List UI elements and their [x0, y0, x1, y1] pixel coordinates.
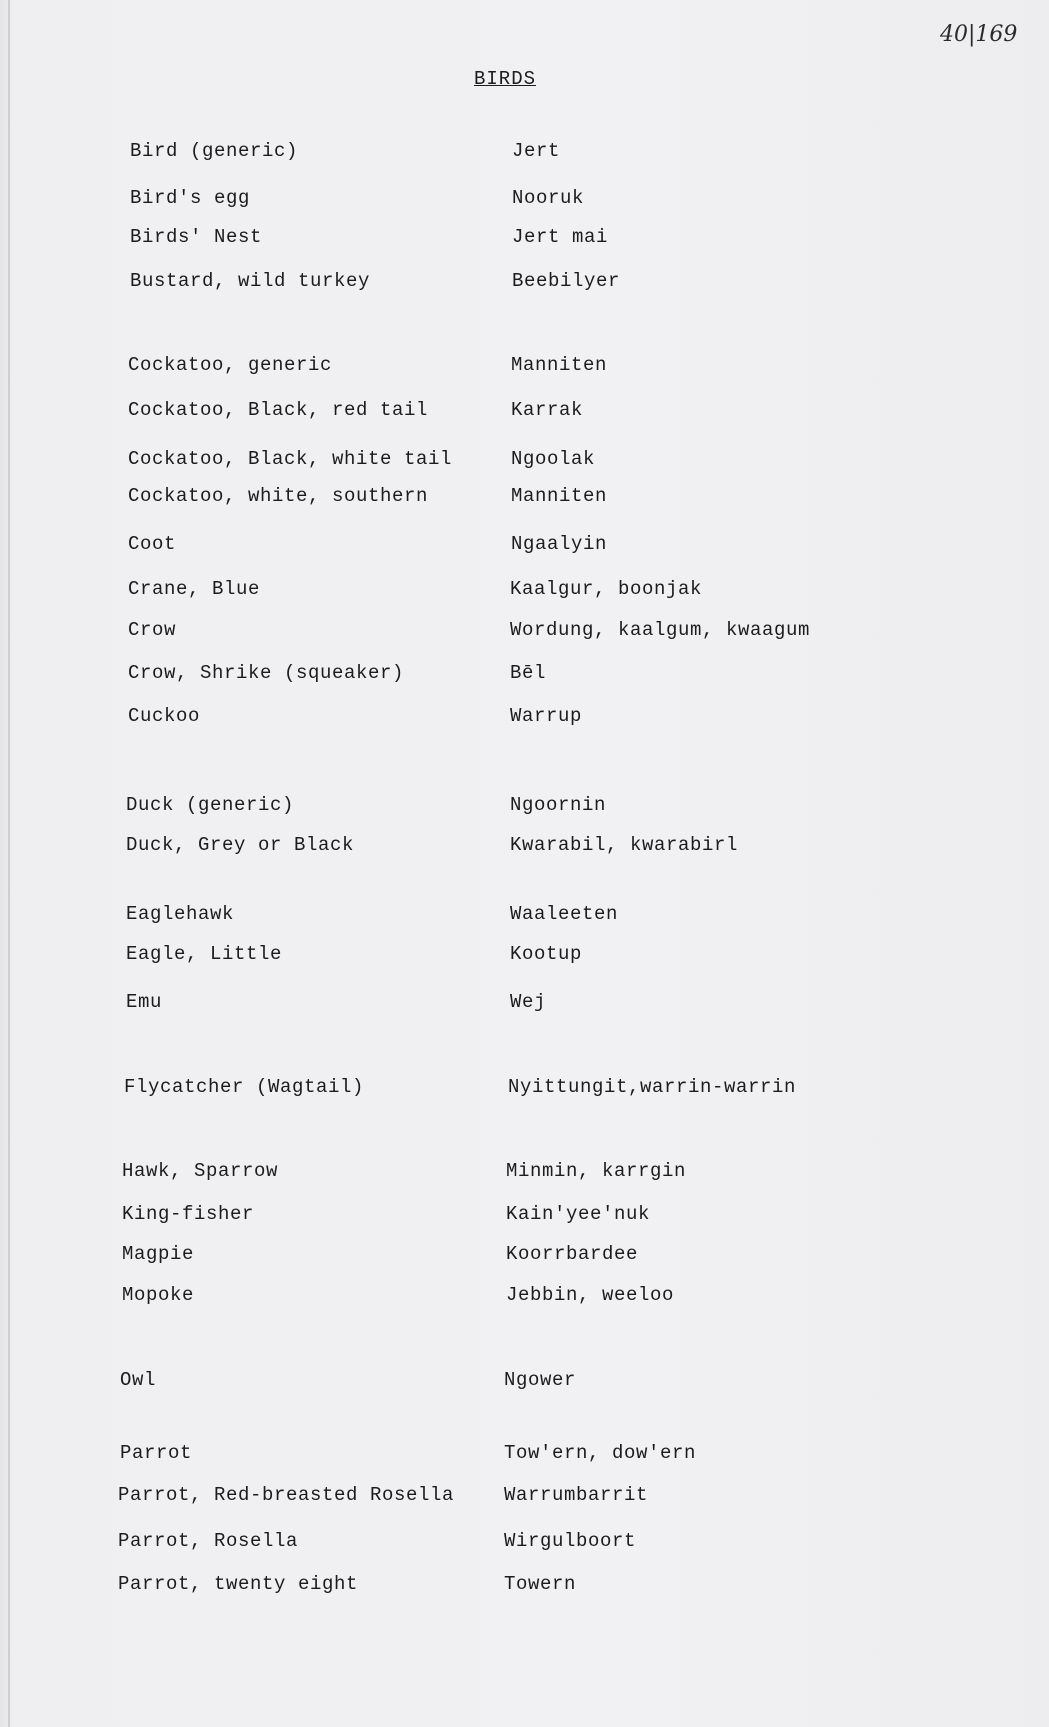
aboriginal-term: Ngoolak [511, 448, 596, 470]
vocabulary-entry [0, 903, 1049, 931]
aboriginal-term: Jebbin, weeloo [506, 1284, 675, 1306]
aboriginal-term: Kaalgur, boonjak [510, 578, 703, 600]
vocabulary-entry [0, 399, 1049, 427]
aboriginal-term: Tow'ern, dow'ern [504, 1442, 697, 1464]
vocabulary-entry [0, 485, 1049, 513]
vocabulary-entry [0, 1573, 1049, 1601]
aboriginal-term: Kwarabil, kwarabirl [510, 834, 739, 856]
english-term: Eaglehawk [126, 903, 235, 925]
vocabulary-entry [0, 1284, 1049, 1312]
aboriginal-term: Ngoornin [510, 794, 607, 816]
vocabulary-entry [0, 943, 1049, 971]
vocabulary-entry [0, 448, 1049, 476]
vocabulary-entry [0, 533, 1049, 561]
english-term: Hawk, Sparrow [122, 1160, 279, 1182]
english-term: Cockatoo, white, southern [128, 485, 429, 507]
vocabulary-entry [0, 1442, 1049, 1470]
english-term: Bird's egg [130, 187, 251, 209]
aboriginal-term: Wej [510, 991, 547, 1013]
vocabulary-entry [0, 1243, 1049, 1271]
vocabulary-entry [0, 705, 1049, 733]
page-title: BIRDS [474, 68, 537, 90]
english-term: Emu [126, 991, 163, 1013]
english-term: Duck, Grey or Black [126, 834, 355, 856]
vocabulary-entry [0, 270, 1049, 298]
vocabulary-entry [0, 1484, 1049, 1512]
vocabulary-entry [0, 1369, 1049, 1397]
english-term: Parrot, twenty eight [118, 1573, 359, 1595]
aboriginal-term: Jert mai [512, 226, 609, 248]
english-term: Flycatcher (Wagtail) [124, 1076, 365, 1098]
aboriginal-term: Manniten [511, 354, 608, 376]
english-term: Cockatoo, generic [128, 354, 333, 376]
english-term: Owl [120, 1369, 157, 1391]
english-term: Birds' Nest [130, 226, 263, 248]
aboriginal-term: Manniten [511, 485, 608, 507]
aboriginal-term: Bēl [510, 662, 547, 684]
english-term: Parrot, Red-breasted Rosella [118, 1484, 455, 1506]
aboriginal-term: Beebilyer [512, 270, 621, 292]
vocabulary-entry [0, 1530, 1049, 1558]
english-term: Bird (generic) [130, 140, 299, 162]
english-term: King-fisher [122, 1203, 255, 1225]
aboriginal-term: Ngaalyin [511, 533, 608, 555]
aboriginal-term: Karrak [511, 399, 584, 421]
aboriginal-term: Jert [512, 140, 561, 162]
aboriginal-term: Wordung, kaalgum, kwaagum [510, 619, 811, 641]
aboriginal-term: Towern [504, 1573, 577, 1595]
page-reference-number: 40|169 [940, 22, 1018, 47]
aboriginal-term: Kootup [510, 943, 583, 965]
vocabulary-entry [0, 140, 1049, 168]
english-term: Duck (generic) [126, 794, 295, 816]
english-term: Cockatoo, Black, white tail [128, 448, 453, 470]
english-term: Eagle, Little [126, 943, 283, 965]
vocabulary-entry [0, 991, 1049, 1019]
english-term: Coot [128, 533, 177, 555]
english-term: Mopoke [122, 1284, 195, 1306]
english-term: Bustard, wild turkey [130, 270, 371, 292]
vocabulary-entry [0, 1203, 1049, 1231]
vocabulary-entry [0, 226, 1049, 254]
english-term: Parrot [120, 1442, 193, 1464]
aboriginal-term: Warrumbarrit [504, 1484, 649, 1506]
aboriginal-term: Kain'yee'nuk [506, 1203, 651, 1225]
vocabulary-entry [0, 794, 1049, 822]
aboriginal-term: Nooruk [512, 187, 585, 209]
aboriginal-term: Nyittungit,warrin-warrin [508, 1076, 797, 1098]
aboriginal-term: Koorrbardee [506, 1243, 639, 1265]
vocabulary-entry [0, 619, 1049, 647]
vocabulary-entry [0, 354, 1049, 382]
vocabulary-entry [0, 1160, 1049, 1188]
english-term: Magpie [122, 1243, 195, 1265]
vocabulary-entry [0, 187, 1049, 215]
english-term: Crow, Shrike (squeaker) [128, 662, 405, 684]
vocabulary-entry [0, 834, 1049, 862]
english-term: Cuckoo [128, 705, 201, 727]
english-term: Parrot, Rosella [118, 1530, 299, 1552]
aboriginal-term: Warrup [510, 705, 583, 727]
vocabulary-entry [0, 578, 1049, 606]
aboriginal-term: Waaleeten [510, 903, 619, 925]
aboriginal-term: Minmin, karrgin [506, 1160, 687, 1182]
vocabulary-entry [0, 662, 1049, 690]
aboriginal-term: Wirgulboort [504, 1530, 637, 1552]
vocabulary-entry [0, 1076, 1049, 1104]
english-term: Cockatoo, Black, red tail [128, 399, 429, 421]
english-term: Crane, Blue [128, 578, 261, 600]
english-term: Crow [128, 619, 177, 641]
aboriginal-term: Ngower [504, 1369, 577, 1391]
